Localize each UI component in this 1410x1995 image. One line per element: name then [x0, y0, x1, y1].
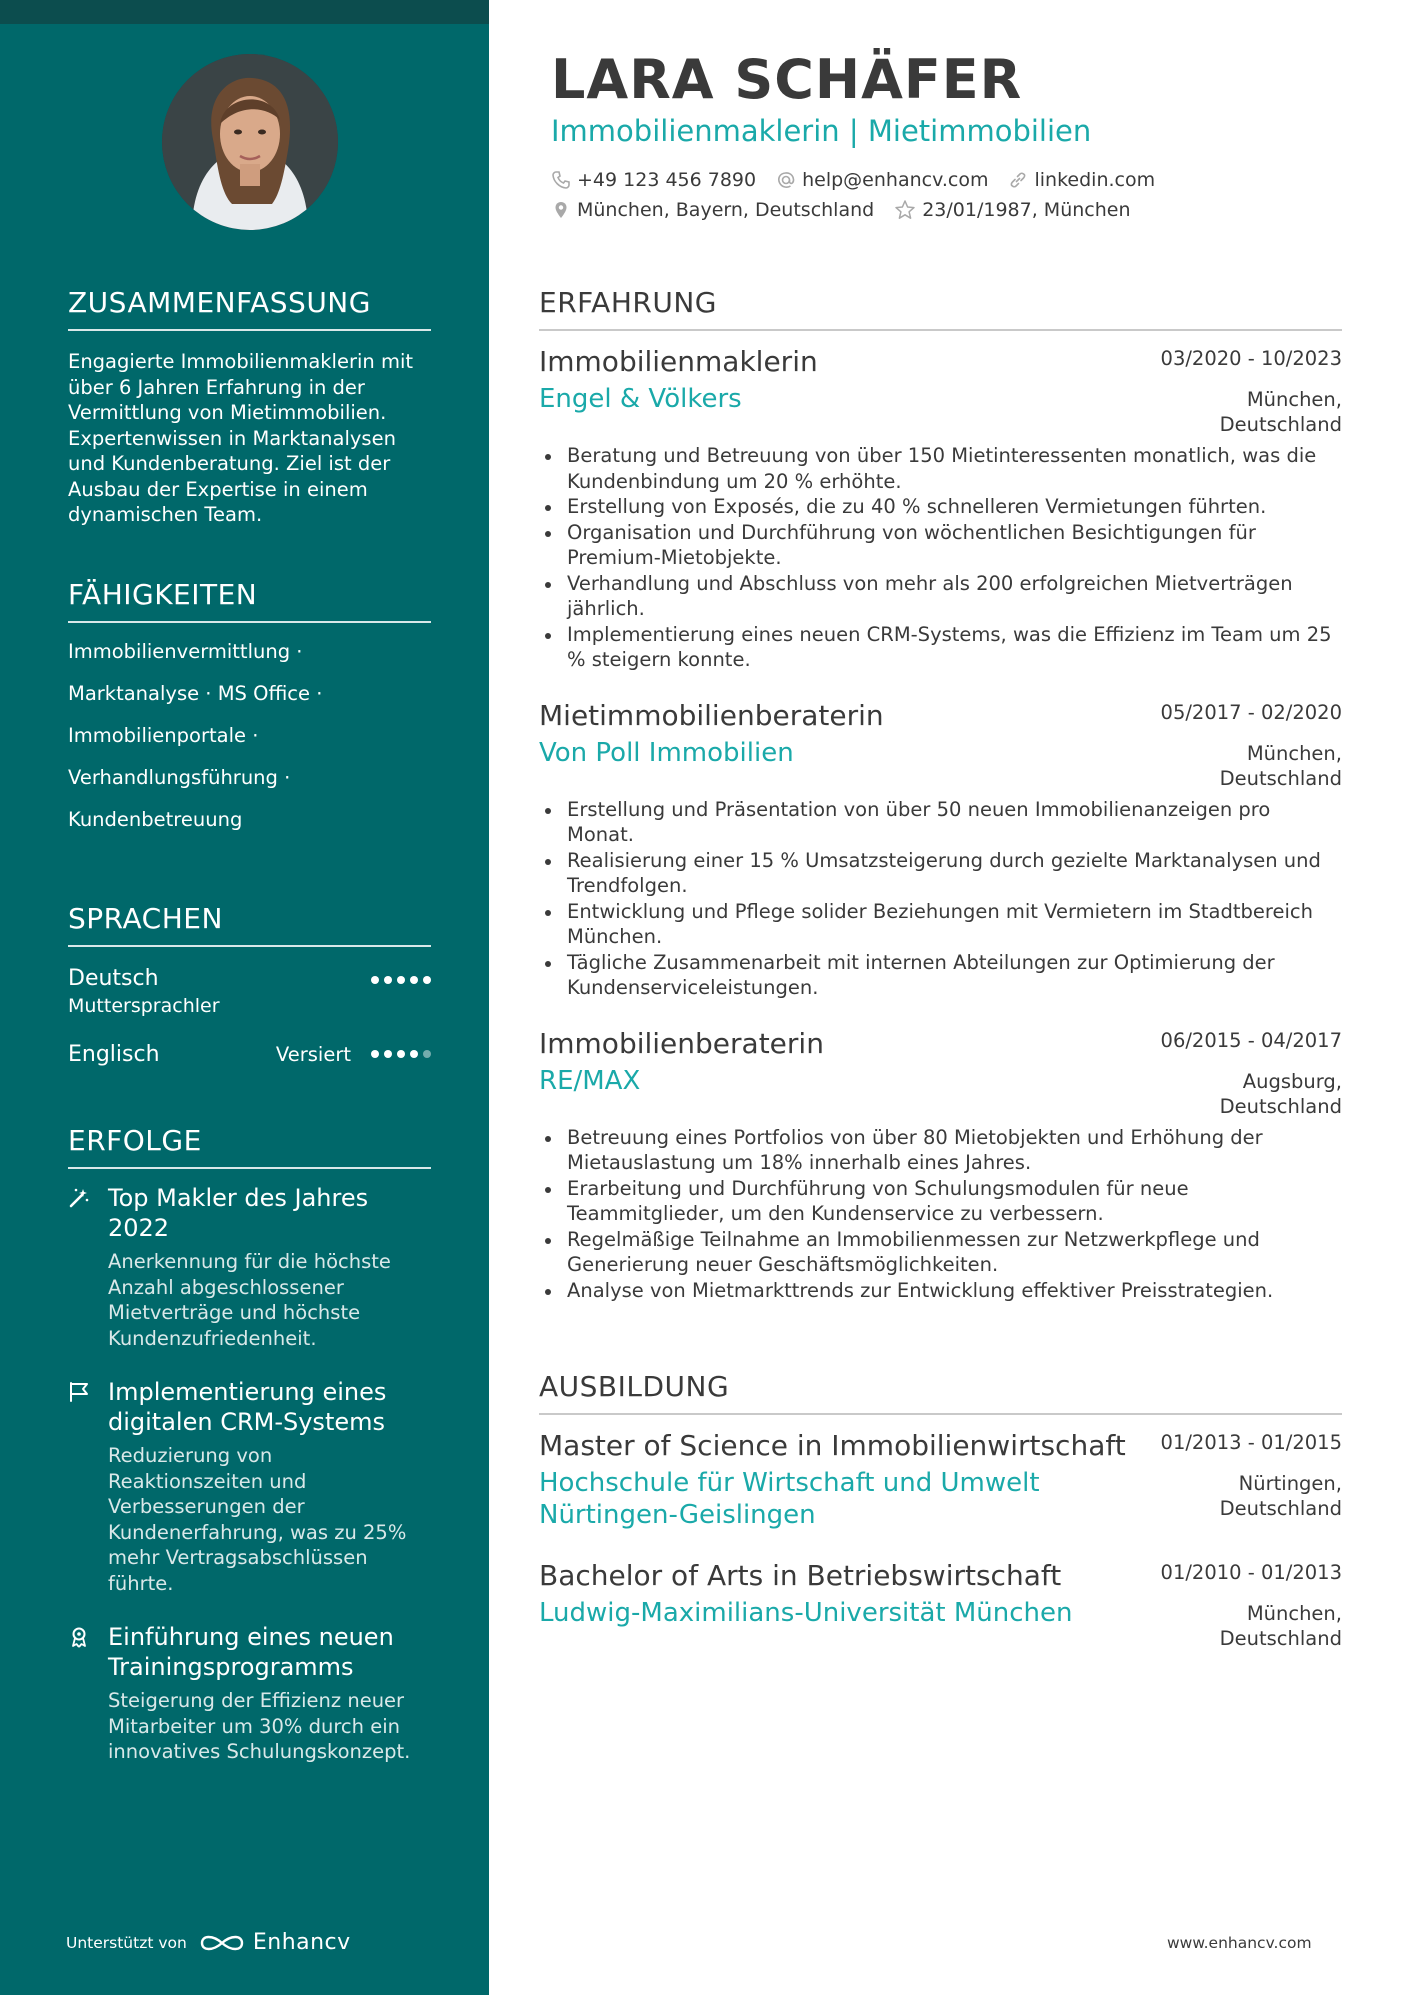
proficiency-dot [423, 976, 431, 984]
job-bullet: Organisation und Durchführung von wöchentlichen Besichtigungen für Premium-Mietobjekte. [539, 520, 1342, 571]
job-bullet: Erstellung von Exposés, die zu 40 % schnelleren Vermietungen führten. [539, 494, 1342, 520]
star-icon [894, 199, 916, 221]
job-bullets [539, 1125, 1342, 1304]
job-entry [539, 699, 1342, 1001]
education-date: 01/2010 - 01/2013 [1160, 1561, 1342, 1584]
summary-title: ZUSAMMENFASSUNG [68, 286, 431, 331]
award-icon [68, 1622, 94, 1765]
education-city: München, [1246, 1602, 1342, 1625]
link-icon [1008, 170, 1028, 190]
skills-title: FÄHIGKEITEN [68, 578, 431, 623]
avatar [162, 54, 338, 230]
job-country: Deutschland [1219, 766, 1342, 790]
contact-email[interactable] [776, 169, 988, 191]
job-bullet: Tägliche Zusammenarbeit mit internen Abteilungen zur Optimierung der Kundenserviceleistungen. [539, 950, 1342, 1001]
education-entry [539, 1429, 1342, 1531]
proficiency-dot [384, 976, 392, 984]
enhancv-logo-icon [199, 1931, 245, 1955]
proficiency-dot [410, 976, 418, 984]
sidebar-top-bar [0, 0, 489, 24]
job-title: Mietimmobilienberaterin [539, 698, 884, 732]
job-bullet: Analyse von Mietmarkttrends zur Entwicklung effektiver Preisstrategien. [539, 1278, 1342, 1304]
language-row [68, 965, 431, 1019]
education-entry [539, 1559, 1342, 1651]
achievement-description: Anerkennung für die höchste Anzahl abgeschlossener Mietverträge und höchste Kundenzufriedenheit. [108, 1250, 391, 1350]
skill-line: Verhandlungsführung · [68, 766, 291, 789]
job-date: 03/2020 - 10/2023 [1160, 347, 1342, 370]
achievement-title: Top Makler des Jahres 2022 [108, 1184, 369, 1242]
location-pin-icon [551, 200, 571, 220]
achievement-item [68, 1183, 431, 1351]
language-level: Muttersprachler [68, 995, 220, 1017]
sidebar [0, 0, 489, 1995]
degree-title: Bachelor of Arts in Betriebswirtschaft [539, 1559, 1062, 1592]
proficiency-dot [397, 1050, 405, 1058]
job-country: Deutschland [1219, 1094, 1342, 1118]
avatar-portrait [162, 54, 338, 230]
job-bullet: Betreuung eines Portfolios von über 80 Mietobjekten und Erhöhung der Mietauslastung um 18% innerhalb eines Jahres. [539, 1125, 1342, 1176]
email-text: help@enhancv.com [802, 169, 989, 191]
proficiency-dot [384, 1050, 392, 1058]
languages-title: SPRACHEN [68, 902, 431, 947]
summary-section [68, 286, 431, 528]
education-country: Deutschland [1219, 1497, 1342, 1520]
headline: Immobilienmaklerin | Mietimmobilien [551, 114, 1092, 148]
job-bullet: Beratung und Betreuung von über 150 Mietinteressenten monatlich, was die Kundenbindung um 20 % erhöhte. [539, 443, 1342, 494]
job-date: 06/2015 - 04/2017 [1160, 1028, 1342, 1052]
achievements-section [68, 1124, 431, 1791]
contact-birth [894, 199, 1130, 221]
proficiency-dot [410, 1050, 418, 1058]
job-date: 05/2017 - 02/2020 [1160, 700, 1342, 724]
language-proficiency-dots [371, 1050, 431, 1058]
location-text: München, Bayern, Deutschland [577, 199, 875, 221]
linkedin-text: linkedin.com [1034, 169, 1156, 191]
person-name: LARA SCHÄFER [551, 48, 1023, 111]
language-proficiency-dots [371, 976, 431, 984]
contact-info [551, 168, 1331, 228]
experience-section [539, 286, 1342, 1303]
skill-line: Marktanalyse · MS Office · [68, 682, 323, 705]
skill-line: Immobilienportale · [68, 724, 259, 747]
job-bullet: Implementierung eines neuen CRM-Systems, was die Effizienz im Team um 25 % steigern konnte. [539, 622, 1342, 673]
job-location [1220, 387, 1342, 437]
powered-by [66, 1930, 351, 1955]
job-country: Deutschland [1219, 413, 1342, 436]
phone-text: +49 123 456 7890 [577, 169, 757, 191]
job-bullet: Entwicklung und Pflege solider Beziehungen mit Vermietern im Stadtbereich München. [539, 899, 1342, 950]
phone-icon [551, 170, 571, 190]
achievement-item [68, 1622, 431, 1765]
achievement-description: Reduzierung von Reaktionszeiten und Verbesserungen der Kundenerfahrung, was zu 25% mehr Vertragsabschlüssen führte. [108, 1444, 407, 1595]
language-row [68, 1041, 431, 1069]
experience-title: ERFAHRUNG [539, 286, 1342, 331]
company-name: RE/MAX [539, 1065, 641, 1096]
job-bullet: Verhandlung und Abschluss von mehr als 200 erfolgreichen Mietverträgen jährlich. [539, 571, 1342, 622]
language-level: Versiert [275, 1043, 351, 1066]
job-title: Immobilienmaklerin [539, 345, 818, 378]
proficiency-dot [371, 1050, 379, 1058]
achievements-title: ERFOLGE [68, 1124, 431, 1169]
job-entry [539, 1027, 1342, 1304]
job-bullets [539, 443, 1342, 673]
job-location [1220, 1069, 1342, 1119]
website-link[interactable]: www.enhancv.com [1167, 1934, 1312, 1952]
education-location [1220, 1471, 1342, 1521]
skills-section [68, 578, 431, 841]
job-entry [539, 345, 1342, 673]
at-icon [776, 170, 796, 190]
education-title: AUSBILDUNG [539, 1370, 1342, 1415]
job-title: Immobilienberaterin [539, 1026, 824, 1060]
contact-phone[interactable] [551, 169, 756, 191]
contact-linkedin[interactable] [1008, 169, 1155, 191]
education-city: Nürtingen, [1238, 1472, 1342, 1495]
job-city: Augsburg, [1242, 1069, 1342, 1093]
proficiency-dot [423, 1050, 431, 1058]
job-bullets [539, 797, 1342, 1001]
contact-location [551, 199, 874, 221]
degree-title: Master of Science in Immobilienwirtschaft [539, 1429, 1126, 1462]
job-bullet: Erstellung und Präsentation von über 50 neuen Immobilienanzeigen pro Monat. [539, 797, 1342, 848]
education-date: 01/2013 - 01/2015 [1160, 1431, 1342, 1454]
skill-line: Immobilienvermittlung · [68, 640, 303, 663]
job-bullet: Regelmäßige Teilnahme an Immobilienmessen zur Netzwerkpflege und Generierung neuer Geschäftsmöglichkeiten. [539, 1227, 1342, 1278]
job-location [1220, 741, 1342, 791]
education-country: Deutschland [1219, 1627, 1342, 1650]
achievement-item [68, 1377, 431, 1596]
achievement-description: Steigerung der Effizienz neuer Mitarbeiter um 30% durch ein innovatives Schulungskonzept. [108, 1689, 411, 1763]
flag-icon [68, 1377, 94, 1596]
job-bullet: Erarbeitung und Durchführung von Schulungsmodulen für neue Teammitglieder, um den Kundenservice zu verbessern. [539, 1176, 1342, 1227]
education-location [1220, 1601, 1342, 1651]
achievement-title: Einführung eines neuen Trainingsprogramms [108, 1623, 394, 1681]
summary-text: Engagierte Immobilienmaklerin mit über 6 Jahren Erfahrung in der Vermittlung von Mietimmobilien. Expertenwissen in Marktanalysen und Kundenberatung. Ziel ist der Ausbau der Expertise in einem dynamischen Team. [68, 350, 414, 526]
enhancv-brand: Enhancv [252, 1930, 351, 1955]
skill-line: Kundenbetreuung [68, 808, 243, 831]
job-bullet: Realisierung einer 15 % Umsatzsteigerung durch gezielte Marktanalysen und Trendfolgen. [539, 848, 1342, 899]
company-name: Engel & Völkers [539, 384, 742, 414]
powered-by-label: Unterstützt von [66, 1933, 187, 1952]
education-section [539, 1370, 1342, 1651]
job-city: München, [1246, 388, 1342, 411]
language-name: Englisch [68, 1042, 160, 1067]
proficiency-dot [397, 976, 405, 984]
birth-text: 23/01/1987, München [922, 199, 1131, 221]
language-name: Deutsch [68, 966, 159, 991]
proficiency-dot [371, 976, 379, 984]
magic-wand-icon [68, 1183, 94, 1351]
company-name: Von Poll Immobilien [539, 737, 794, 768]
enhancv-logo[interactable] [199, 1930, 351, 1955]
job-city: München, [1246, 741, 1342, 765]
achievement-title: Implementierung eines digitalen CRM-Systems [108, 1378, 387, 1436]
languages-section [68, 902, 431, 1069]
school-name: Hochschule für Wirtschaft und Umwelt Nürtingen-Geislingen [539, 1468, 1040, 1530]
school-name: Ludwig-Maximilians-Universität München [539, 1598, 1073, 1628]
